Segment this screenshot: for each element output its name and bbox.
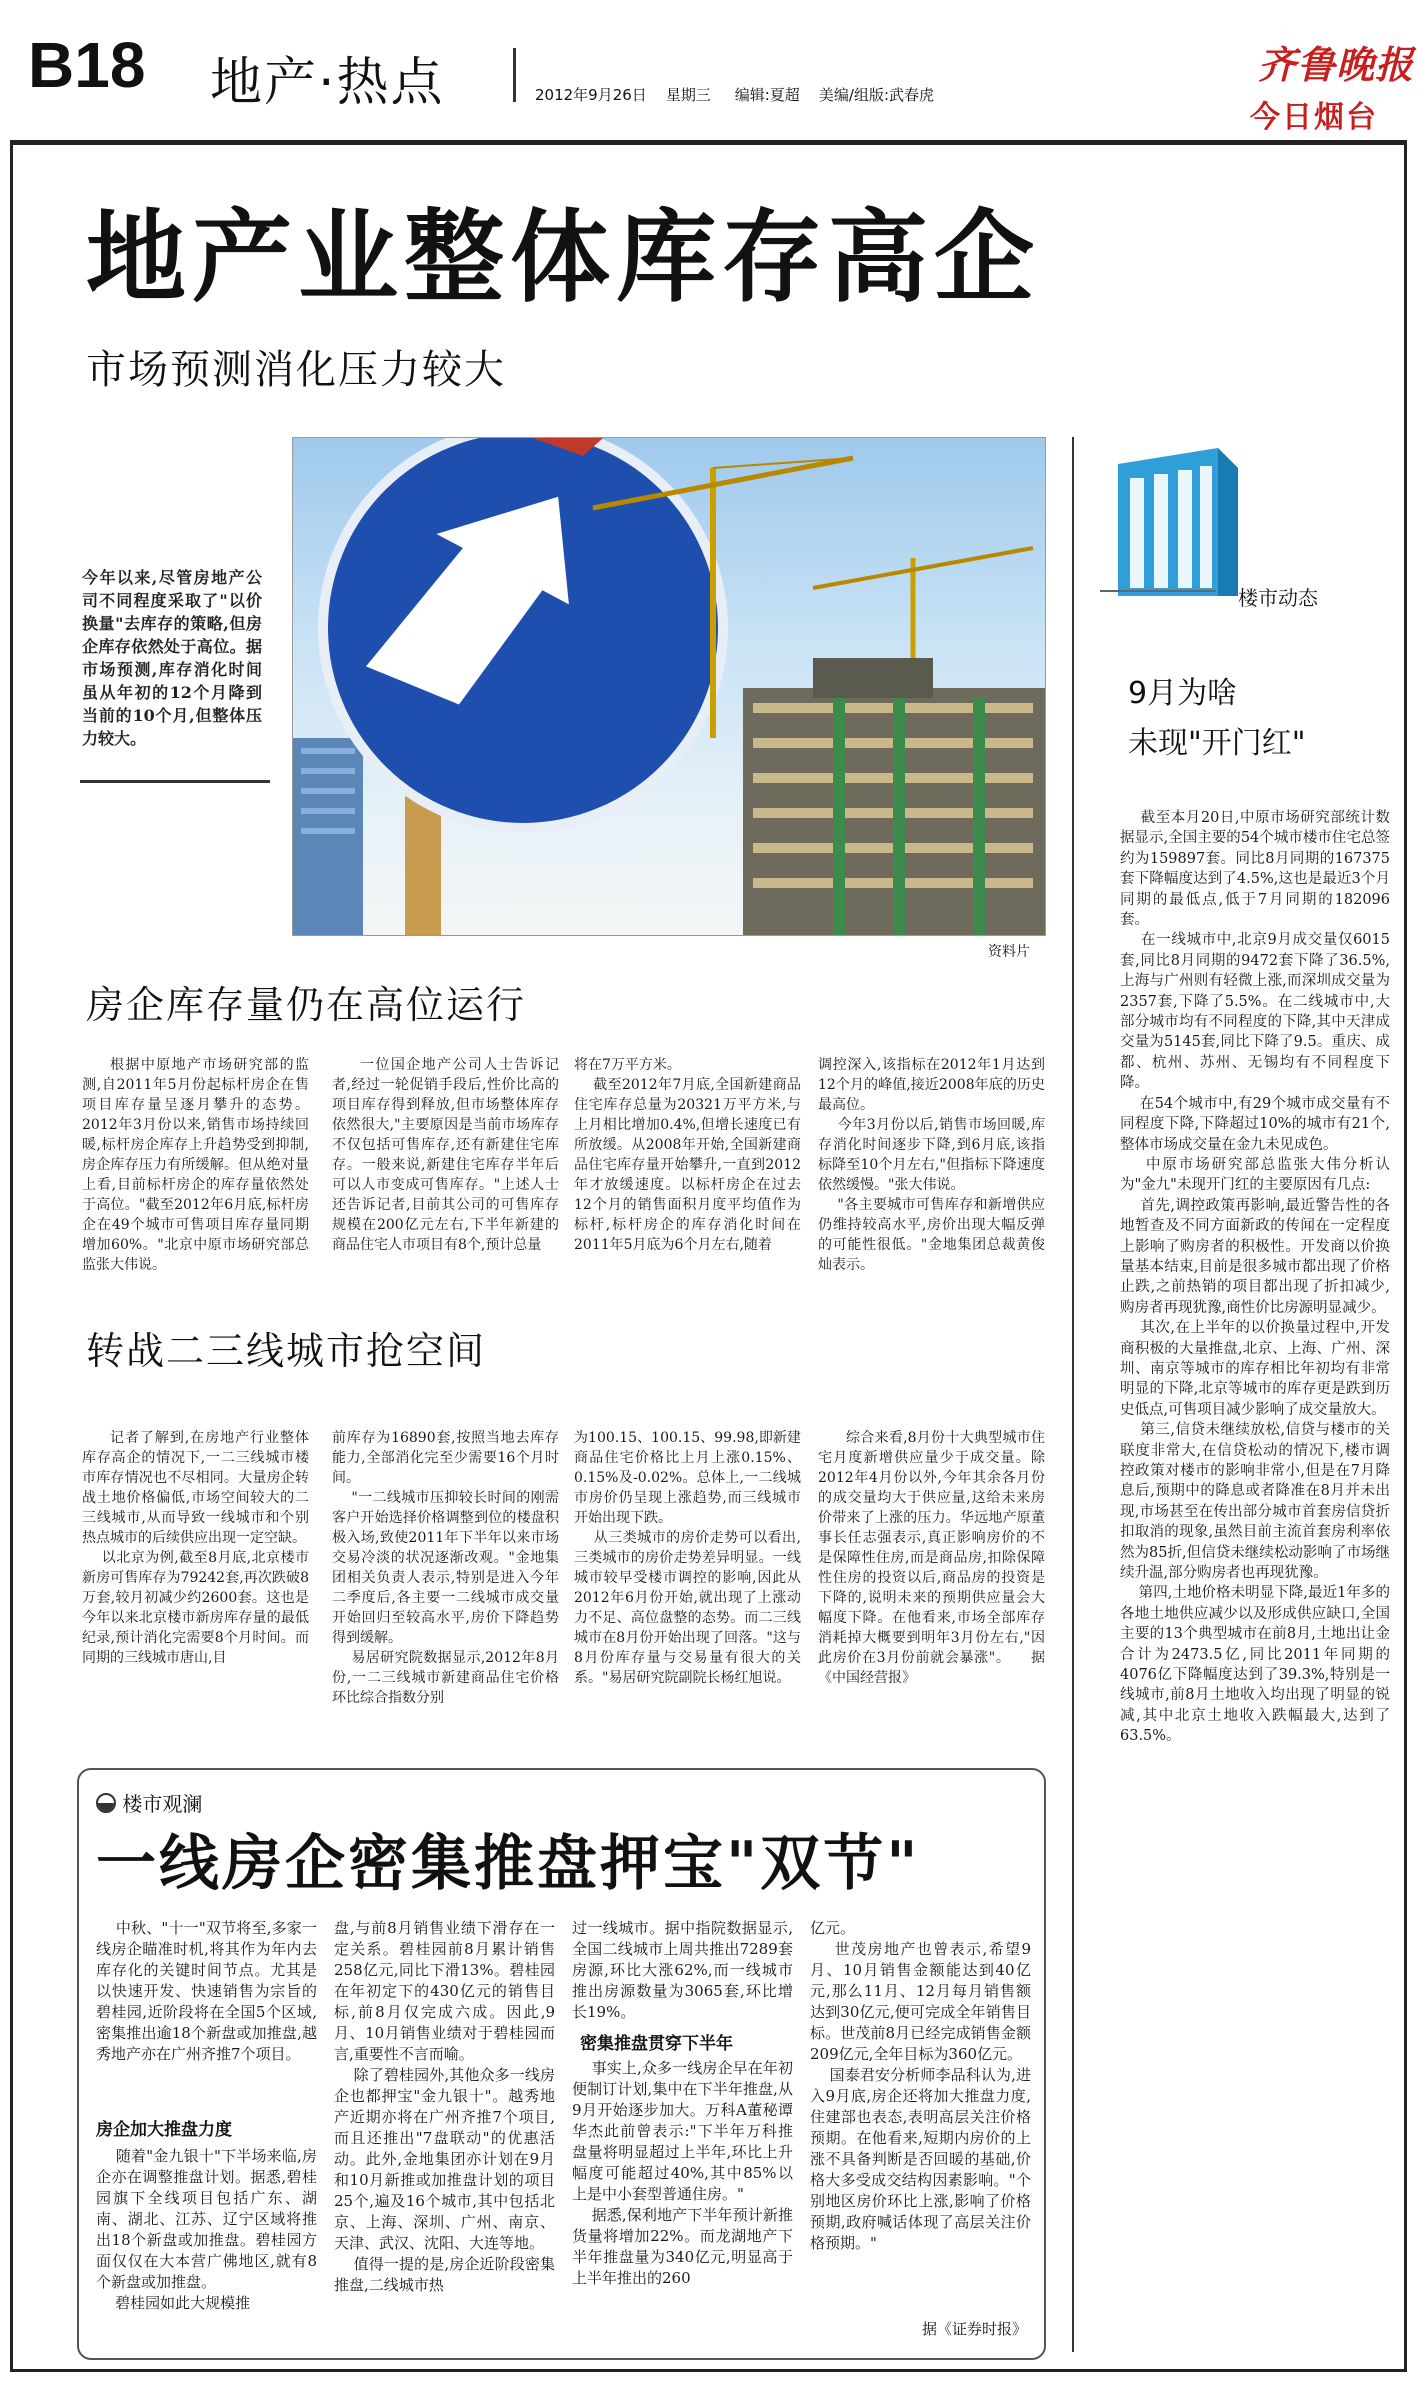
section-title: 地产·热点 — [210, 53, 445, 113]
sidebar-kicker-line — [1100, 590, 1216, 592]
photo-illustration — [293, 438, 1045, 935]
section1-col2: 一位国企地产公司人士告诉记者,经过一轮促销手段后,性价比高的项目库存得到释放,但市场整体库存依然很大,"主要原因是当前市场库存不仅包括可售库存,还有新建住宅库存。一般来说,新建住宅库存半年后可以人市变成可售库存。"上述人士还告诉记者,目前其公司的可售库存规模在200亿元左右,下半年新建的商品住宅人市项目有8个,预计总量 — [332, 1057, 559, 1253]
footer-rule — [10, 2369, 1407, 2372]
issue-date: 2012年9月26日 — [535, 86, 647, 104]
box-kicker-label: 楼市观澜 — [122, 1792, 203, 1816]
section1-title: 房企库存量仍在高位运行 — [86, 983, 527, 1027]
edition-name: 今日烟台 — [1250, 100, 1378, 135]
box-col1-b: 随着"金九银十"下半场来临,房企亦在调整推盘计划。据悉,碧桂园旗下全线项目包括广东、湖南、湖北、江苏、辽宁区域将推出18个新盘或加推盘。碧桂园方面仅仅在大本营广佛地区,就有8个新盘或加推盘。 碧桂园如此大规模推 — [96, 2147, 317, 2312]
section1-col4: 调控深入,该指标在2012年1月达到12个月的峰值,接近2008年底的历史最高位。 今年3月份以后,销售市场回暖,库存消化时间逐步下降,到6月底,该指标降至10个月左右,"但指标下降速度依然缓慢。"张大伟说。 "各主要城市可售库存和新增供应仍维持较高水平,房价出现大幅反弹的可能性很低。"金地集团总裁黄俊灿表示。 — [818, 1057, 1045, 1273]
left-border — [10, 140, 13, 2372]
section2-col4: 综合来看,8月份十大典型城市住宅月度新增供应量少于成交量。除2012年4月份以外,今年其余各月份的成交量均大于供应量,这给未来房价带来了上涨的压力。华远地产原董事长任志强表示,真正影响房价的不是保障性住房,而是商品房,扣除保障性住房的投资以后,商品房的投资是下降的,说明未来的预期供应量会大幅度下降。在他看来,市场全部库存消耗掉大概要到明年3月份左右,"因此房价在3月份前就会暴涨"。 据《中国经营报》 — [818, 1430, 1045, 1686]
section2-title: 转战二三线城市抢空间 — [86, 1329, 487, 1373]
box-sub1: 房企加大推盘力度 — [96, 2120, 232, 2140]
box-col4: 亿元。 世茂房地产也曾表示,希望9月、10月销售金额能达到40亿元,那么11月、12月每月销售额达到30亿元,便可完成全年销售目标。世茂前8月已经完成销售金额209亿元,全年目标为360亿元。 国泰君安分析师李品科认为,进入9月底,房企还将加大推盘力度,住建部也表态,表明高层关注价格预期。在他看来,短期内房价的上涨不具备判断是否回暖的基础,价格大多受成交结构因素影响。"个别地区房价环比上涨,影响了价格预期,政府喊话体现了高层关注价格预期。" — [810, 1919, 1031, 2252]
page-number: B18 — [28, 29, 146, 101]
header-info — [535, 84, 934, 105]
box-col2: 盘,与前8月销售业绩下滑存在一定关系。碧桂园前8月累计销售258亿元,同比下滑13%。碧桂园在年初定下的430亿元的销售目标,前8月仅完成六成。因此,9月、10月销售业绩对于碧桂园而言,重要性不言而喻。 除了碧桂园外,其他众多一线房企也都押宝"金九银十"。越秀地产近期亦将在广州齐推7个项目,而且还推出"7盘联动"的优惠活动。此外,金地集团亦计划在9月和10月新推或加推盘计划的项目25个,遍及16个城市,其中包括北京、上海、深圳、广州、南京、天津、武汉、沈阳、大连等地。 值得一提的是,房企近阶段密集推盘,二线城市热 — [334, 1919, 555, 2294]
section2-col1: 记者了解到,在房地产行业整体库存高企的情况下,一二三线城市楼市库存情况也不尽相同。大量房企转战土地价格偏低,市场空间较大的二三线城市,从而导致一线城市和个别热点城市的后续供应出现一定空缺。 以北京为例,截至8月底,北京楼市新房可售库存为79242套,再次跌破8万套,较月初减少约2600套。这也是今年以来北京楼市新房库存量的最低纪录,预计消化完需要8个月时间。而同期的三线城市唐山,目 — [82, 1430, 309, 1666]
sidebar-title-2: 未现"开门红" — [1128, 726, 1306, 761]
box-sub2: 密集推盘贯穿下半年 — [580, 2034, 733, 2054]
sidebar-body: 截至本月20日,中原市场研究部统计数据显示,全国主要的54个城市楼市住宅总签约为159897套。同比8月同期的167375套下降幅度达到了4.5%,这也是最近3个月同期的最低点,低于7月同期的182096套。 在一线城市中,北京9月成交量仅6015套,同比8月同期的9472套下降了36.5%,上海与广州则有轻微上涨,而深圳成交量为2357套,下降了5.5%。在二线城市中,大部分城市均有不同程度的下降,其中天津成交量为5145套,同比下降了9.5。重庆、成都、杭州、苏州、无锡均有不同程度下降。 在54个城市中,有29个城市成交量有不同程度下降,下降超过10%的城市有21个,整体市场成交量在金九未见成色。 中原市场研究部总监张大伟分析认为"金九"未现开门红的主要原因有几点: 首先,调控政策再影响,最近警告性的各地暂查及不同方面新政的传闻在一定程度上影响了购房者的积极性。开发商以价换量基本结束,目前是很多城市都出现了价格止跌,之前热销的项目都出现了折扣减少,购房者再现犹豫,商性价比房源明显减少。 其次,在上半年的以价换量过程中,开发商积极的大量推盘,北京、上海、广州、深圳、南京等城市的库存相比年初均有非常明显的下降,北京等城市的库存更是跌到历史低点,可售项目减少影响了成交量放大。 第三,信贷未继续放松,信贷与楼市的关联度非常大,在信贷松动的情况下,楼市调控政策对楼市的影响非常小,但是在7月降息后,预期中的降息或者降准在8月并未出现,市场甚至在传出部分城市首套房信贷折扣取消的现象,虽然目前主流首套房利率依然为85折,但信贷未继续松动影响了市场继续升温,部分购房者也再现犹豫。 第四,土地价格未明显下降,最近1年多的各地土地供应减少以及形成供应缺口,全国主要的13个典型城市在前8月,土地出让金合计为2473.5亿,同比2011年同期的4076亿下降幅度达到了39.3%,特别是一线城市,前8月土地收入均出现了明显的锐减,其中北京土地收入跌幅最大,达到了63.5%。 — [1120, 810, 1390, 1745]
sidebar-kicker: 楼市动态 — [1238, 586, 1318, 610]
sidebar-divider — [1072, 437, 1074, 2352]
designer-credit: 美编/组版:武春虎 — [818, 86, 934, 104]
header-divider — [513, 48, 516, 102]
lead-paragraph: 今年以来,尽管房地产公司不同程度采取了"以价换量"去库存的策略,但房企库存依然处于高位。据市场预测,库存消化时间虽从年初的12个月降到当前的10个月,但整体压力较大。 — [82, 568, 262, 748]
section1-col1: 根据中原地产市场研究部的监测,自2011年5月份起标杆房企在售项目库存量呈逐月攀升的态势。2012年3月份以来,销售市场持续回暖,标杆房企库存上升趋势受到抑制,房企库存压力有所缓解。但从绝对量上看,目前标杆房企的库存量依然处于高位。"截至2012年6月底,标杆房企在49个城市可售项目库存量同期增加60%。"北京中原市场研究部总监张大伟说。 — [82, 1057, 309, 1273]
section2-col3: 为100.15、100.15、99.98,即新建商品住宅价格比上月上涨0.15%、0.15%及-0.02%。总体上,一二线城市房价仍呈现上涨趋势,而三线城市开始出现下跌。 从三类城市的房价走势可以看出,三类城市的房价走势差异明显。一线城市较早受楼市调控的影响,因此从2012年6月份开始,就出现了上涨动力不足、高位盘整的态势。而二三线城市在8月份开始出现了回落。"这与8月份库存量与交易量有很大的关系。"易居研究院副院长杨红旭说。 — [574, 1430, 801, 1686]
issue-weekday: 星期三 — [665, 86, 711, 104]
section2-col2: 前库存为16890套,按照当地去库存能力,全部消化完至少需要16个月时间。 "一二线城市压抑较长时间的刚需客户开始选择价格调整到位的楼盘积极入场,致使2011年下半年以来市场交易冷淡的状况逐渐改观。"金地集团相关负责人表示,特别是进入今年二季度后,各主要一二线城市成交量开始回归至较高水平,房价下降趋势得到缓解。 易居研究院数据显示,2012年8月份,一二三线城市新建商品住宅价格环比综合指数分别 — [332, 1430, 559, 1706]
box-source: 据《证券时报》 — [922, 2320, 1028, 2338]
editor-credit: 编辑:夏超 — [734, 86, 800, 104]
box-col1-a: 中秋、"十一"双节将至,多家一线房企瞄准时机,将其作为年内去库存化的关键时间节点。尤其是以快速开发、快速销售为宗旨的碧桂园,近阶段将在全国5个区域,密集推出逾18个新盘或加推盘,越秀地产亦在广州齐推7个项目。 — [96, 1919, 317, 2063]
box-col3-a: 过一线城市。据中指院数据显示,全国二线城市上周共推出7289套房源,环比大涨62%,而一线城市推出房源数量为3065套,环比增长19%。 — [572, 1919, 793, 2020]
box-col3-b: 事实上,众多一线房企早在年初便制订计划,集中在下半年推盘,从9月开始逐步加大。万科A董秘谭华杰此前曾表示:"下半年万科推盘量将明显超过上半年,环比上升幅度可能超过40%,其中85%以上是中小套型普通住房。" 据悉,保利地产下半年预计新推货量将增加22%。而龙湖地产下半年推盘量为340亿元,明显高于上半年推出的260 — [572, 2059, 793, 2287]
photo-credit: 资料片 — [988, 944, 1030, 960]
right-border — [1404, 140, 1407, 2372]
building-icon — [1108, 448, 1238, 596]
section1-col3: 将在7万平方米。 截至2012年7月底,全国新建商品住宅库存总量为20321万平方米,与上月相比增加0.4%,但增长速度已有所放缓。从2008年开始,全国新建商品住宅库存量开始攀升,一直到2012年才放缓速度。以标杆房企在过去12个月的销售面积月度平均值作为标杆,标杆房企的库存消化时间在2011年5月底为6个月左右,随着 — [574, 1057, 801, 1253]
photo — [292, 437, 1046, 936]
sidebar-title-1: 9月为啥 — [1128, 676, 1238, 711]
box-title: 一线房企密集推盘押宝"双节" — [96, 1829, 921, 1899]
paper-logo: 齐鲁晚报 — [1258, 42, 1415, 87]
main-subheadline: 市场预测消化压力较大 — [86, 347, 506, 393]
header-rule — [10, 140, 1407, 145]
main-headline: 地产业整体库存高企 — [86, 199, 1040, 316]
kicker-bullet-icon — [96, 1793, 116, 1813]
box-kicker — [96, 1788, 202, 1817]
lead-border — [80, 780, 270, 783]
